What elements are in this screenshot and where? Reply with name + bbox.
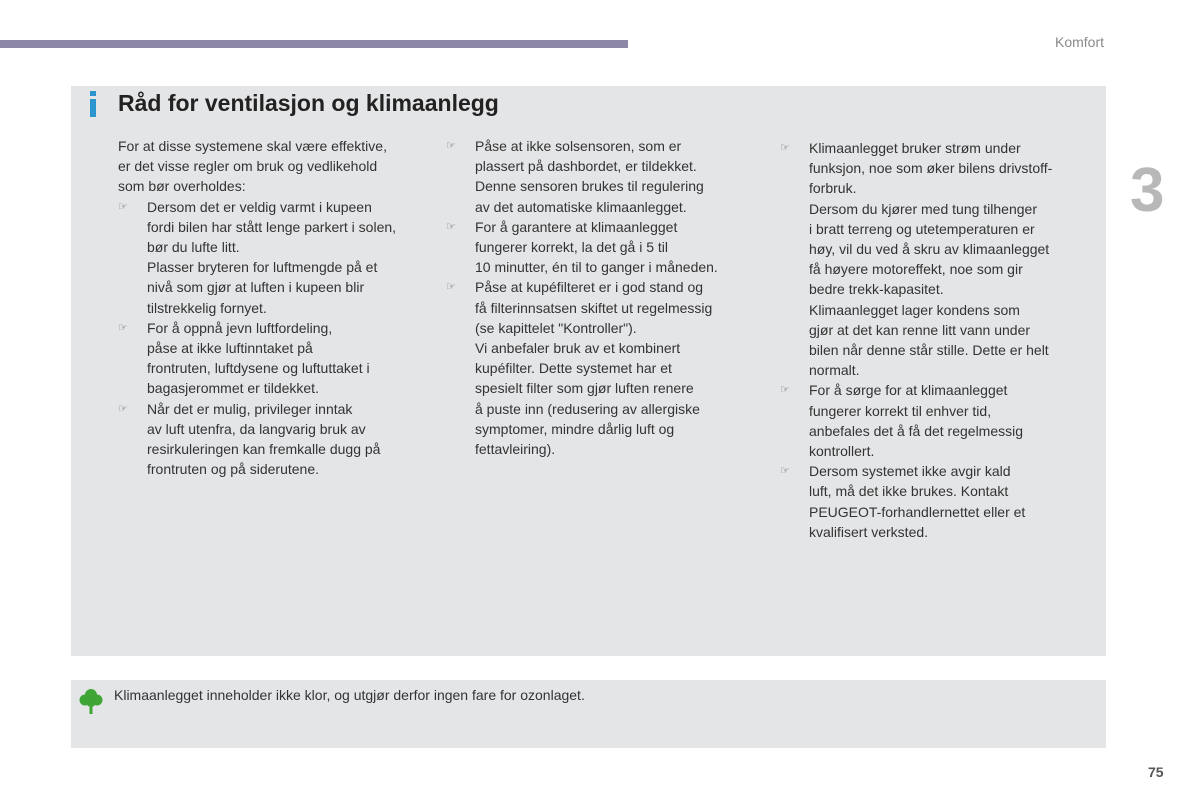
bullet-line: For å sørge for at klimaanlegget xyxy=(809,382,1008,399)
bullet-item xyxy=(446,277,756,459)
bullet-line: PEUGEOT-forhandlernettet eller et xyxy=(809,503,1026,520)
page-number: 75 xyxy=(1148,764,1164,780)
pointing-hand-icon: ☞ xyxy=(446,220,456,233)
bullet-item xyxy=(780,380,1090,461)
column-3 xyxy=(780,138,1090,542)
bullet-item xyxy=(780,461,1090,542)
bullet-line: symptomer, mindre dårlig luft og xyxy=(475,420,675,437)
tree-icon xyxy=(79,687,103,715)
bullet-line: gjør at det kan renne litt vann under xyxy=(809,321,1031,338)
column-1 xyxy=(118,136,428,479)
pointing-hand-icon: ☞ xyxy=(780,465,790,478)
bullet-line: Dersom du kjører med tung tilhenger xyxy=(809,200,1037,217)
bullet-line: fungerer korrekt til enhver tid, xyxy=(809,402,992,419)
section-title: Komfort xyxy=(1054,34,1104,50)
eco-note: Klimaanlegget inneholder ikke klor, og utgjør derfor ingen fare for ozonlaget. xyxy=(114,687,585,703)
bullet-line: Plasser bryteren for luftmengde på et xyxy=(147,259,378,276)
bullet-line: nivå som gjør at luften i kupeen blir xyxy=(147,279,365,296)
bullet-line: frontruten og på siderutene. xyxy=(147,461,320,478)
bullet-line: bagasjerommet er tildekket. xyxy=(147,380,319,397)
bullet-line: å puste inn (redusering av allergiske xyxy=(475,400,700,417)
bullet-item xyxy=(118,197,428,318)
bullet-line: Påse at ikke solsensoren, som er xyxy=(475,138,682,154)
pointing-hand-icon: ☞ xyxy=(118,200,128,213)
bullet-line: bilen når denne står stille. Dette er helt xyxy=(809,342,1049,359)
bullet-item xyxy=(446,136,756,217)
bullet-line: normalt. xyxy=(809,362,860,379)
pointing-hand-icon: ☞ xyxy=(780,142,790,154)
bullet-line: fordi bilen har stått lenge parkert i solen, xyxy=(147,218,397,235)
bullet-line: Denne sensoren brukes til regulering xyxy=(475,178,704,195)
bullet-line: frontruten, luftdysene og luftuttaket i xyxy=(147,360,370,377)
bullet-line: luft, må det ikke brukes. Kontakt xyxy=(809,483,1009,500)
pointing-hand-icon: ☞ xyxy=(780,384,790,397)
bullet-line: Når det er mulig, privileger inntak xyxy=(147,400,353,417)
bullet-line: Vi anbefaler bruk av et kombinert xyxy=(475,340,681,357)
panel-title: Råd for ventilasjon og klimaanlegg xyxy=(118,90,499,116)
bullet-line: bør du lufte litt. xyxy=(147,239,240,256)
bullet-line: fettavleiring). xyxy=(475,441,556,458)
info-icon xyxy=(88,91,98,117)
bullet-item xyxy=(118,399,428,480)
bullet-line: tilstrekkelig fornyet. xyxy=(147,299,267,316)
bullet-line: av luft utenfra, da langvarig bruk av xyxy=(147,420,366,437)
bullet-line: kvalifisert verksted. xyxy=(809,523,929,540)
bullet-item xyxy=(446,217,756,278)
intro-line: er det visse regler om bruk og vedlikehold xyxy=(118,158,378,175)
bullet-line: funksjon, noe som øker bilens drivstoff- xyxy=(809,160,1053,177)
bullet-line: kontrollert. xyxy=(809,443,875,460)
bullet-item xyxy=(118,318,428,399)
bullet-line: fungerer korrekt, la det gå i 5 til xyxy=(475,239,668,256)
bullet-line: i bratt terreng og utetemperaturen er xyxy=(809,220,1035,237)
chapter-number: 3 xyxy=(1130,156,1165,225)
bullet-line: påse at ikke luftinntaket på xyxy=(147,340,313,357)
bullet-line: høy, vil du ved å skru av klimaanlegget xyxy=(809,241,1050,258)
pointing-hand-icon: ☞ xyxy=(118,321,128,334)
bullet-line: Klimaanlegget lager kondens som xyxy=(809,301,1020,318)
bullet-line: For å garantere at klimaanlegget xyxy=(475,218,678,235)
bullet-line: forbruk. xyxy=(809,180,857,197)
bullet-line: (se kapittelet "Kontroller"). xyxy=(475,319,637,336)
bullet-line: Dersom systemet ikke avgir kald xyxy=(809,463,1011,480)
bullet-line: få høyere motoreffekt, noe som gir xyxy=(809,261,1023,278)
header-bar xyxy=(0,40,628,48)
bullet-line: anbefales det å få det regelmessig xyxy=(809,422,1024,439)
bullet-line: av det automatiske klimaanlegget. xyxy=(475,198,687,215)
bullet-line: plassert på dashbordet, er tildekket. xyxy=(475,158,697,175)
bullet-line: For å oppnå jevn luftfordeling, xyxy=(147,319,333,336)
bullet-line: bedre trekk-kapasitet. xyxy=(809,281,944,298)
bullet-item xyxy=(780,138,1090,380)
bullet-line: resirkuleringen kan fremkalle dugg på xyxy=(147,441,381,458)
bullet-line: spesielt filter som gjør luften renere xyxy=(475,380,694,397)
pointing-hand-icon: ☞ xyxy=(446,140,456,152)
pointing-hand-icon: ☞ xyxy=(446,281,456,294)
bullet-line: få filterinnsatsen skiftet ut regelmessig xyxy=(475,299,713,316)
intro-line: For at disse systemene skal være effektive, xyxy=(118,138,387,154)
bullet-line: kupéfilter. Dette systemet har et xyxy=(475,360,672,377)
bullet-line: Klimaanlegget bruker strøm under xyxy=(809,140,1021,156)
intro-line: som bør overholdes: xyxy=(118,178,246,195)
column-2 xyxy=(446,136,756,459)
bullet-line: Påse at kupéfilteret er i god stand og xyxy=(475,279,704,296)
bullet-line: Dersom det er veldig varmt i kupeen xyxy=(147,198,372,215)
pointing-hand-icon: ☞ xyxy=(118,402,128,415)
bullet-line: 10 minutter, én til to ganger i måneden. xyxy=(475,259,718,276)
